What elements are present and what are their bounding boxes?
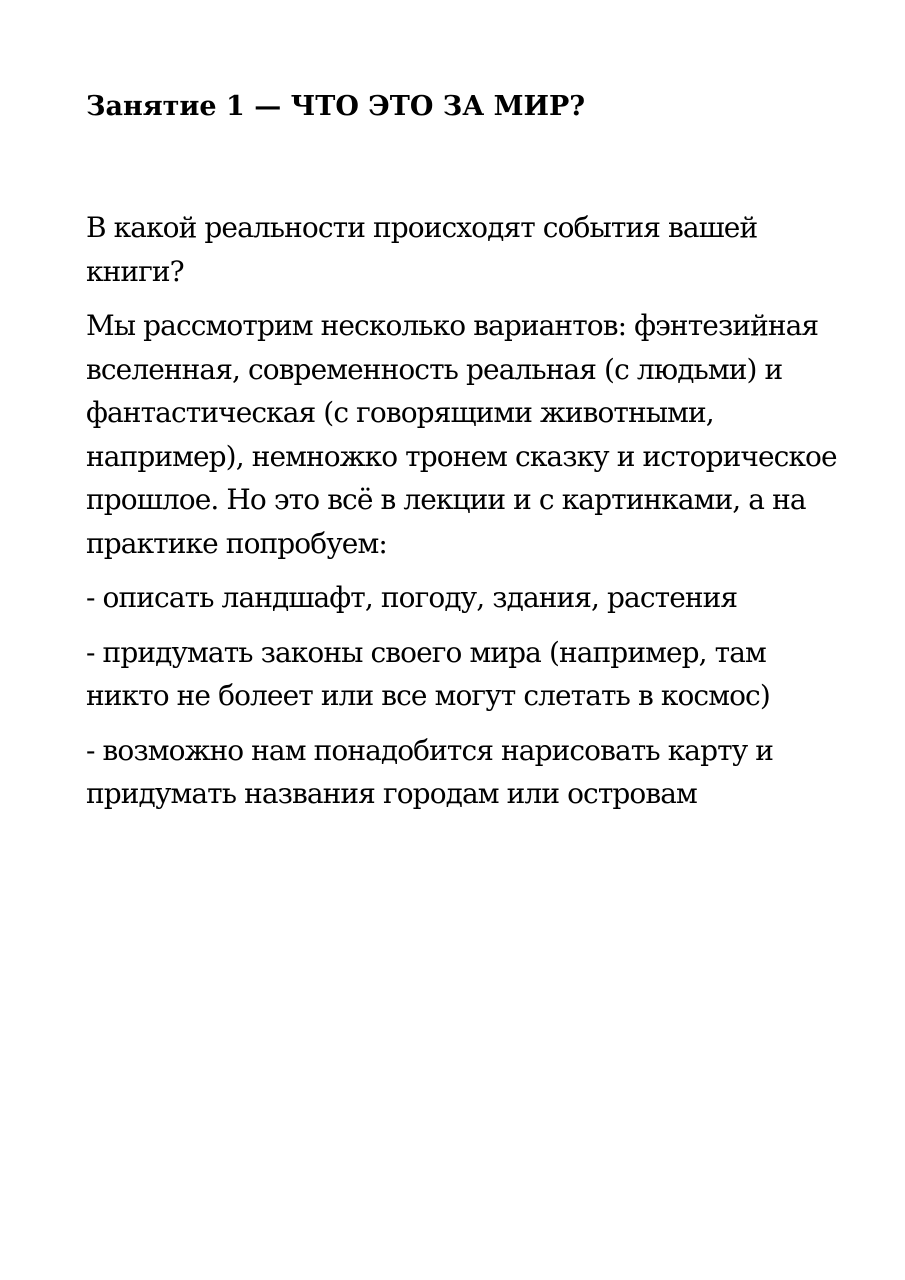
lesson-title: Занятие 1 — ЧТО ЭТО ЗА МИР? xyxy=(86,91,586,122)
practice-item-landscape: - описать ландшафт, погоду, здания, растения xyxy=(86,581,738,614)
practice-item-map: - возможно нам понадобится нарисовать карту и придумать названия городам или островам xyxy=(86,733,774,810)
document-page xyxy=(86,88,846,827)
intro-question: В какой реальности происходят события вашей книги? xyxy=(86,211,758,288)
lesson-description: Мы рассмотрим несколько вариантов: фэнтезийная вселенная, современность реальная (с людьми) и фантастическая (с говорящими животными, например), немножко тронем сказку и историческое прошлое. Но это всё в лекции и с картинками, а на практике попробуем: xyxy=(86,309,837,560)
practice-item-laws: - придумать законы своего мира (например, там никто не болеет или все могут слетать в космос) xyxy=(86,635,770,712)
